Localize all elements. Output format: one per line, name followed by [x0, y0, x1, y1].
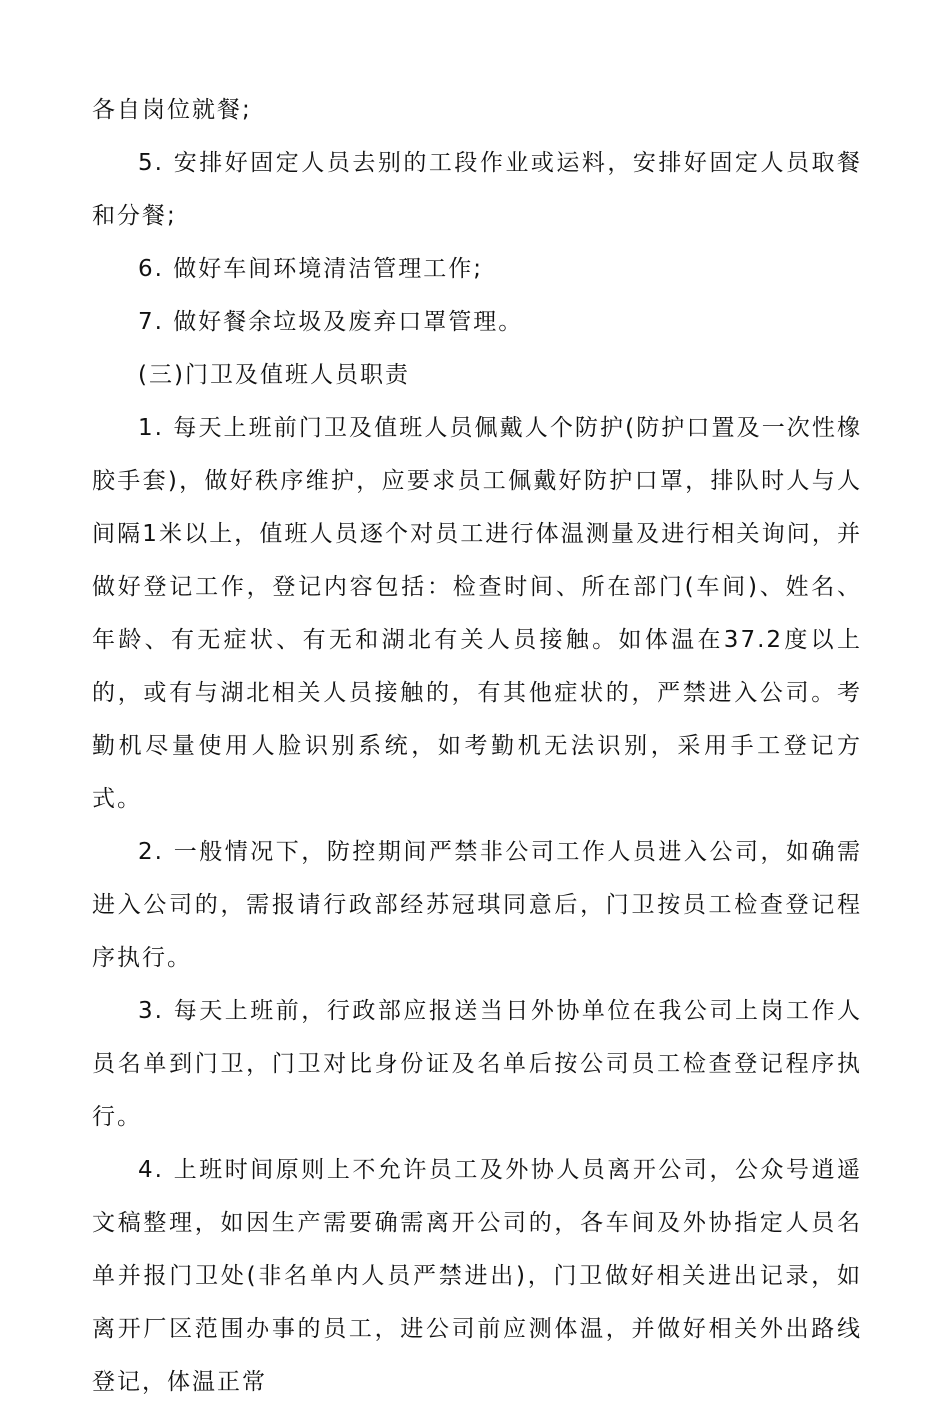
- paragraph-duty-4: 4. 上班时间原则上不允许员工及外协人员离开公司，公众号逍遥文稿整理，如因生产需要确需离开公司的，各车间及外协指定人员名单并报门卫处(非名单内人员严禁进出)，门卫做好相关进出记录，如离开厂区范围办事的员工，进公司前应测体温，并做好相关外出路线登记，体温正常: [92, 1157, 862, 1395]
- paragraph-continuation: 各自岗位就餐;: [92, 97, 252, 123]
- section-heading: (三)门卫及值班人员职责: [138, 362, 410, 388]
- paragraph-duty-2: 2. 一般情况下，防控期间严禁非公司工作人员进入公司，如确需进入公司的，需报请行政部经苏冠琪同意后，门卫按员工检查登记程序执行。: [92, 839, 862, 971]
- paragraph-item-6: 6. 做好车间环境清洁管理工作;: [138, 256, 484, 282]
- document-page: [92, 84, 862, 1409]
- paragraph-item-7: 7. 做好餐余垃圾及废弃口罩管理。: [138, 309, 524, 335]
- paragraph-duty-1: 1. 每天上班前门卫及值班人员佩戴人个防护(防护口置及一次性橡胶手套)，做好秩序维护，应要求员工佩戴好防护口罩，排队时人与人间隔1米以上，值班人员逐个对员工进行体温测量及进行相关询问，并做好登记工作，登记内容包括：检查时间、所在部门(车间)、姓名、年龄、有无症状、有无和湖北有关人员接触。如体温在37.2度以上的，或有与湖北相关人员接触的，有其他症状的，严禁进入公司。考勤机尽量使用人脸识别系统，如考勤机无法识别，采用手工登记方式。: [92, 415, 862, 812]
- paragraph-item-5: 5. 安排好固定人员去别的工段作业或运料，安排好固定人员取餐和分餐;: [92, 150, 862, 229]
- paragraph-duty-3: 3. 每天上班前，行政部应报送当日外协单位在我公司上岗工作人员名单到门卫，门卫对比身份证及名单后按公司员工检查登记程序执行。: [92, 998, 862, 1130]
